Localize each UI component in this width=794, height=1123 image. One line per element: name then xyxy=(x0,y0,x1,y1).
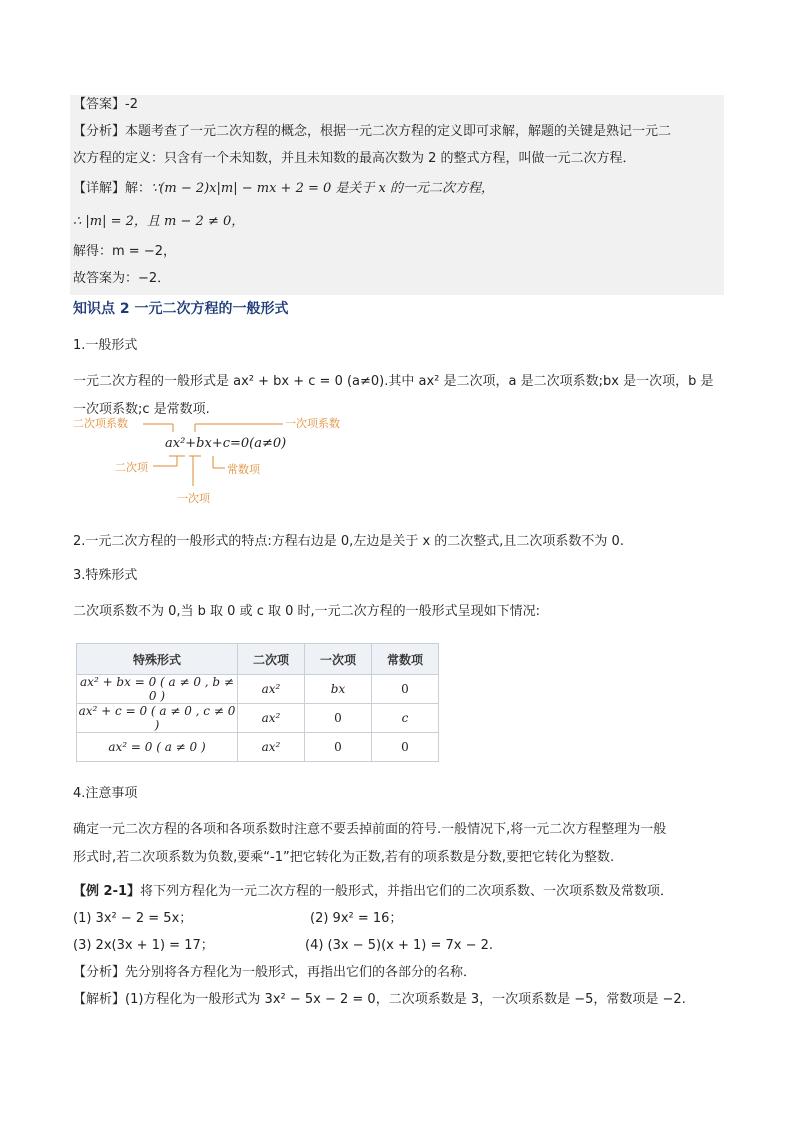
sub2-text: 2.一元二次方程的一般形式的特点:方程右边是 0,左边是关于 x 的二次整式,且二次项系数不为 0. xyxy=(73,534,624,549)
label-quad-coef: 二次项系数 xyxy=(73,417,128,430)
table-cell: ax² xyxy=(238,733,305,762)
section-heading: 知识点 2 一元二次方程的一般形式 xyxy=(73,301,289,317)
step-1: ∴ |m| = 2，且 m − 2 ≠ 0， xyxy=(73,214,245,229)
table-cell: 0 xyxy=(305,704,372,733)
sub1-line-2: 一次项系数;c 是常数项. xyxy=(73,402,210,417)
problem-1: (1) 3x² − 2 = 5x； xyxy=(73,911,193,926)
analysis-line-1: 【分析】本题考查了一元二次方程的概念，根据一元二次方程的定义即可求解，解题的关键是熟记一元二 xyxy=(73,124,672,139)
table-cell: ax² + c = 0 ( a ≠ 0 , c ≠ 0 ) xyxy=(77,704,238,733)
table-row xyxy=(77,675,439,704)
problem-2: (2) 9x² = 16； xyxy=(310,911,403,926)
table-cell: 0 xyxy=(372,733,439,762)
table-header: 二次项 xyxy=(238,644,305,675)
table-cell: ax² xyxy=(238,675,305,704)
detail-label: 【详解】解： xyxy=(73,181,152,196)
table-header: 一次项 xyxy=(305,644,372,675)
problem-4: (4) (3x − 5)(x + 1) = 7x − 2. xyxy=(305,938,494,953)
sub1-title: 1.一般形式 xyxy=(73,338,138,353)
special-forms-table xyxy=(76,643,439,762)
sub3-title: 3.特殊形式 xyxy=(73,568,138,583)
answer-line: 【答案】-2 xyxy=(73,97,138,112)
detail-equation: ∵(m − 2)x|m| − mx + 2 = 0 是关于 x 的一元二次方程， xyxy=(151,181,495,196)
table-cell: ax² = 0 ( a ≠ 0 ) xyxy=(77,733,238,762)
label-lin-coef: 一次项系数 xyxy=(285,417,340,430)
label-const: 常数项 xyxy=(227,463,260,476)
table-cell: 0 xyxy=(372,675,439,704)
problem-3: (3) 2x(3x + 1) = 17； xyxy=(73,938,214,953)
table-cell: 0 xyxy=(305,733,372,762)
example-prompt: 将下列方程化为一元二次方程的一般形式，并指出它们的二次项系数、一次项系数及常数项． xyxy=(140,884,674,899)
table-row xyxy=(77,733,439,762)
table-cell: c xyxy=(372,704,439,733)
sub4-line-2: 形式时,若二次项系数为负数,要乘“-1”把它转化为正数,若有的项系数是分数,要把它转化为整数. xyxy=(73,850,615,865)
label-quad: 二次项 xyxy=(115,461,148,474)
diagram-equation: ax²+bx+c=0(a≠0) xyxy=(165,436,287,451)
detail-line xyxy=(73,180,494,198)
sub3-text: 二次项系数不为 0,当 b 取 0 或 c 取 0 时,一元二次方程的一般形式呈现如下情况: xyxy=(73,604,541,619)
table-row xyxy=(77,704,439,733)
sub4-title: 4.注意事项 xyxy=(73,786,138,801)
example-label: 【例 2-1】 xyxy=(73,884,141,899)
step-2: 解得：m = −2， xyxy=(73,244,176,259)
table-header: 特殊形式 xyxy=(77,644,238,675)
analysis-line-2: 次方程的定义：只含有一个未知数，并且未知数的最高次数为 2 的整式方程，叫做一元二次方程． xyxy=(73,151,636,166)
step-3: 故答案为：−2． xyxy=(73,271,171,286)
example-solution: 【解析】(1)方程化为一般形式为 3x² − 5x − 2 = 0，二次项系数是 3，一次项系数是 −5，常数项是 −2. xyxy=(73,992,686,1007)
table-cell: ax² xyxy=(238,704,305,733)
table-cell: ax² + bx = 0 ( a ≠ 0 , b ≠ 0 ) xyxy=(77,675,238,704)
sub1-line-1: 一元二次方程的一般形式是 ax² + bx + c = 0 (a≠0).其中 ax² 是二次项，a 是二次项系数;bx 是一次项，b 是 xyxy=(73,374,714,389)
table-cell: bx xyxy=(305,675,372,704)
example-analysis: 【分析】先分别将各方程化为一般形式，再指出它们的各部分的名称． xyxy=(73,965,477,980)
sub4-line-1: 确定一元二次方程的各项和各项系数时注意不要丢掉前面的符号.一般情况下,将一元二次方程整理为一般 xyxy=(73,822,667,837)
label-lin: 一次项 xyxy=(177,492,210,505)
table-header: 常数项 xyxy=(372,644,439,675)
table-header-row xyxy=(77,644,439,675)
general-form-diagram xyxy=(73,410,343,510)
example-prompt-line xyxy=(73,883,673,901)
